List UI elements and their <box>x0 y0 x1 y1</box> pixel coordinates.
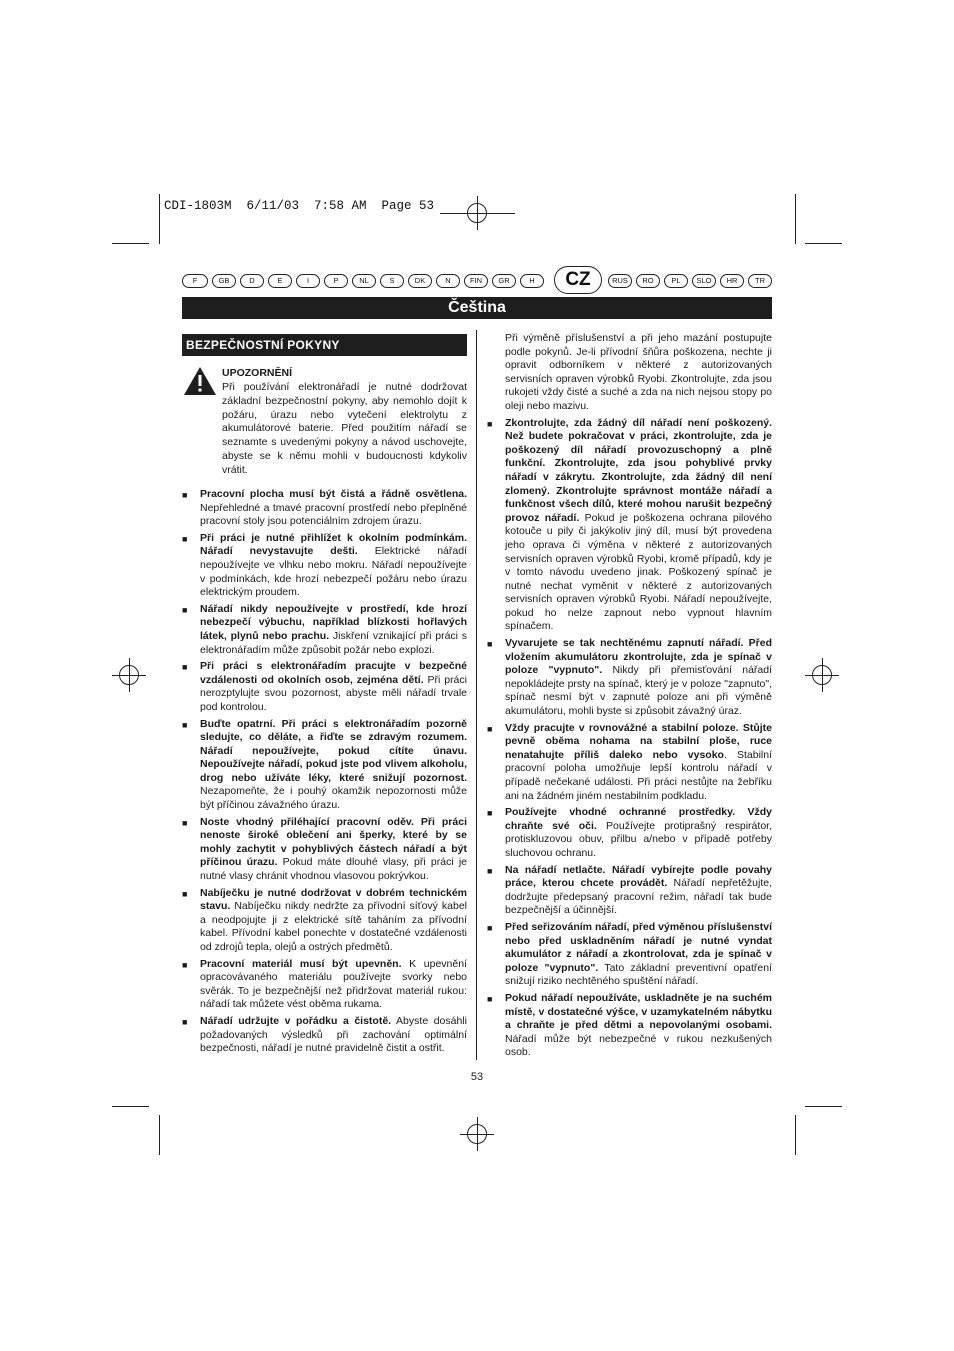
language-gr[interactable]: GR <box>492 274 516 288</box>
list-item <box>182 603 467 657</box>
list-item <box>487 992 772 1060</box>
crop-mark <box>795 1115 796 1155</box>
crop-mark <box>805 243 842 244</box>
bullet-icon: ■ <box>487 865 493 876</box>
bullet-icon: ■ <box>182 817 188 828</box>
language-i[interactable]: I <box>296 274 320 288</box>
crop-mark <box>159 1115 160 1155</box>
item-heading: Nářadí udržujte v pořádku a čistotě. <box>200 1014 392 1027</box>
language-fin[interactable]: FIN <box>464 274 488 288</box>
bullet-icon: ■ <box>487 723 493 734</box>
item-text: . Stabilní pracovní poloha umožňuje lepší kontrolu nářadí v případě nečekané události. Při práci nestůjte na žebříku ani na žádném jiném nestabilním podkladu. <box>505 748 772 802</box>
warning-text: Při používání elektronářadí je nutné dodržovat základní bezpečnostní pokyny, aby nemohlo dojít k požáru, úrazu nebo vytečení elektrolytu z akumulátorové baterie. Před použitím nářadí se seznamte s uvedenými pokyny a návod uschovejte, abyste se k němu mohli v budoucnosti kdykoliv vrátit. <box>222 381 467 476</box>
item-heading: Zkontrolujte, zda žádný díl nářadí není poškozený. Než budete pokračovat v práci, zkontrolujte, zda je poškozený díl nářadí provozuschopný a plně funkční. Zkontrolujte, zda jsou pohyblivé prvky nářadí v zákrytu. Zkontrolujte, zda žádný díl není zlomený. Zkontrolujte správnost montáže nářadí a funkčnost všech dílů, které mohou narušit bezpečný provoz nářadí. <box>505 416 772 524</box>
language-s[interactable]: S <box>380 274 404 288</box>
item-heading: Vždy pracujte v rovnovážné a stabilní poloze. Stůjte pevně oběma nohama na stabilní ploše, ruce nenatahujte příliš daleko nebo vysoko <box>505 721 772 761</box>
list-item <box>487 722 772 804</box>
crop-mark <box>112 1106 149 1107</box>
language-dk[interactable]: DK <box>408 274 432 288</box>
bullet-icon: ■ <box>487 639 493 650</box>
crop-mark <box>159 194 160 244</box>
item-text: Nepřehledné a tmavé pracovní prostředí nebo přeplněné pracovní stoly jsou potenciálním zdrojem úrazu. <box>200 501 467 528</box>
language-ro[interactable]: RO <box>636 274 660 288</box>
item-text: Používejte protiprašný respirátor, protiskluzovou obuv, přilbu a/nebo v případě potřeby sluchovou ochranu. <box>505 819 772 859</box>
bullet-icon: ■ <box>182 1016 188 1027</box>
item-text: Nářadí může být nebezpečné v rukou nezkušených osob. <box>505 1032 772 1059</box>
page-number: 53 <box>470 1071 484 1083</box>
item-text: Tato základní preventivní opatření snižují riziko nechtěného spuštění nářadí. <box>505 961 772 988</box>
warning-title: UPOZORNĚNÍ <box>222 367 293 379</box>
language-tr[interactable]: TR <box>748 274 772 288</box>
list-item <box>182 532 467 600</box>
bullet-icon: ■ <box>182 959 188 970</box>
item-heading: Noste vhodný přiléhající pracovní oděv. Při práci nenoste široké oblečení ani šperky, které by se mohly zachytit v pohyblivých částech nářadí a být příčinou úrazu. <box>200 815 467 869</box>
list-item <box>182 718 467 813</box>
item-text: Při práci nerozptylujte svou pozornost, abyste měli nářadí trvale pod kontrolou. <box>200 673 467 713</box>
bullet-icon: ■ <box>487 418 493 429</box>
bullet-icon: ■ <box>182 888 188 899</box>
list-item <box>182 1015 467 1056</box>
item-heading: Nářadí nikdy nepoužívejte v prostředí, kde hrozí nebezpečí výbuchu, například blízkosti hořlavých látek, plynů nebo prachu. <box>200 602 467 642</box>
item-heading: Používejte vhodné ochranné prostředky. Vždy chraňte své oči. <box>505 806 772 832</box>
item-text: Nářadí nepřetěžujte, dodržujte předepsaný pracovní režim, nářadí tak bude bezpečnější a účinnější. <box>505 877 773 917</box>
item-text: Jiskření vznikající při práci s elektronářadím může způsobit požár nebo explozi. <box>200 629 468 656</box>
list-item <box>487 921 772 989</box>
crop-mark <box>805 1106 842 1107</box>
item-text: K upevnění opracovávaného materiálu používejte svorky nebo svěrák. To je bezpečnější než přidržovat materiál rukou: nářadí tak můžete vést oběma rukama. <box>200 957 467 1011</box>
crop-mark <box>795 194 796 244</box>
bullet-icon: ■ <box>487 993 493 1004</box>
registration-mark <box>460 1117 494 1151</box>
language-n[interactable]: N <box>436 274 460 288</box>
list-item <box>487 637 772 719</box>
page-title: Čeština <box>182 297 772 319</box>
item-text: Nikdy při přemisťování nářadí nepokládejte prsty na spínač, který je v poloze "zapnuto", spínač nesmí být v zapnuté poloze ani při výměně akumulátoru, mohli byste si způsobit závažný úraz. <box>505 664 772 718</box>
language-h[interactable]: H <box>520 274 544 288</box>
item-text: Pokud je poškozena ochrana pilového kotouče u pily či jakýkoliv jiný díl, musí být provedena jeho oprava či výměna v některé z autorizovaných servisních opraven výrobků Ryobi, kromě případů, kdy je v tomto návodu uvedeno jinak. Poškozený spínač je nutné nechat vyměnit v některé z autorizovaných servisních opraven výrobků Ryobi. Nářadí nepoužívejte, pokud ho nelze zapnout nebo vypnout hlavním spínačem. <box>505 511 772 633</box>
bullet-icon: ■ <box>182 604 188 615</box>
list-item <box>182 958 467 1012</box>
list-item <box>182 816 467 884</box>
registration-mark <box>112 658 146 692</box>
item-text: Nabíječku nikdy nedržte za přívodní síťový kabel a neodpojujte ji z elektrické sítě taháním za přívodní kabel. Přívodní kabel ponechte v dostatečné vzdálenosti od zdrojů tepla, olejů a ostrých předmětů. <box>200 900 467 953</box>
right-column <box>487 332 772 1063</box>
language-f[interactable]: F <box>182 274 208 288</box>
registration-line <box>440 213 515 214</box>
language-slo[interactable]: SLO <box>692 274 716 288</box>
language-hr[interactable]: HR <box>720 274 744 288</box>
item-heading: Při práci je nutné přihlížet k okolním podmínkám. Nářadí nevystavujte dešti. <box>200 531 467 558</box>
bullet-icon: ■ <box>487 808 493 819</box>
language-e[interactable]: E <box>268 274 292 288</box>
item-heading: Pokud nářadí nepoužíváte, uskladněte je na suchém místě, v dostatečné výšce, v uzamykatelném nábytku a chraňte je před dětmi a nepovolanými osobami. <box>505 991 772 1032</box>
item-text: Nezapomeňte, že i pouhý okamžik nepozornosti může být příčinou závažného úrazu. <box>200 785 467 812</box>
list-item <box>182 887 467 955</box>
bullet-icon: ■ <box>182 662 188 673</box>
item-heading: Před seřizováním nářadí, před výměnou příslušenství nebo před uskladněním nářadí je nutné vyndat akumulátor z nářadí a zkontrolovat, zda je spínač v poloze "vypnuto". <box>505 920 772 974</box>
item-heading: Buďte opatrní. Při práci s elektronářadím pozorně sledujte, co děláte, a řiďte se zdravým rozumem. Nářadí nepoužívejte, pokud cítíte únavu. Nepoužívejte nářadí, pokud jste pod vlivem alkoholu, drog nebo užíváte léky, které snižují pozornost. <box>200 717 467 784</box>
item-text: Pokud máte dlouhé vlasy, při práci je nutné vlasy chránit vhodnou vlasovou pokrývkou. <box>200 856 467 883</box>
column-divider <box>476 330 477 1060</box>
language-pl[interactable]: PL <box>664 274 688 288</box>
list-item <box>182 660 467 714</box>
bullet-icon: ■ <box>182 719 188 730</box>
continued-paragraph: Při výměně příslušenství a při jeho mazání postupujte podle pokynů. Je-li přívodní šňůra poškozena, nechte ji opravit odborníkem v některé z autorizovaných servisních opraven výrobků Ryobi. Zkontrolujte, zda jsou rukojeti vždy čisté a suché a zda na nich nejsou stopy po oleji nebo mazivu. <box>505 332 772 412</box>
language-selector <box>182 266 772 294</box>
item-text: Elektrické nářadí nepoužívejte ve vlhku nebo mokru. Nářadí nepoužívejte v podmínkách, kde hrozí nebezpečí požáru nebo úrazu elektrickým proudem. <box>200 545 467 599</box>
list-item <box>487 864 772 918</box>
language-d[interactable]: D <box>240 274 264 288</box>
list-item <box>487 417 772 635</box>
item-heading: Vyvarujete se tak nechtěnému zapnutí nářadí. Před vložením akumulátoru zkontrolujte, zda je spínač v poloze "vypnuto". <box>505 637 772 677</box>
language-p[interactable]: P <box>324 274 348 288</box>
bullet-icon: ■ <box>182 490 188 500</box>
left-column <box>182 488 467 1059</box>
item-text: Abyste dosáhli požadovaných výsledků při zachování optimální bezpečnosti, nářadí je nutné pravidelně čistit a ostřit. <box>200 1014 467 1055</box>
language-rus[interactable]: RUS <box>608 274 632 288</box>
language-cz-current[interactable]: CZ <box>554 266 602 294</box>
bullet-icon: ■ <box>182 533 188 544</box>
item-heading: Nabíječku je nutné dodržovat v dobrém technickém stavu. <box>200 886 467 913</box>
language-gb[interactable]: GB <box>212 274 236 288</box>
print-slug: CDI-1803M 6/11/03 7:58 AM Page 53 <box>164 199 435 213</box>
warning-triangle-icon <box>183 366 217 396</box>
registration-mark <box>805 658 839 692</box>
item-heading: Pracovní materiál musí být upevněn. <box>200 957 402 970</box>
list-item <box>487 806 772 860</box>
language-nl[interactable]: NL <box>352 274 376 288</box>
item-heading: Při práci s elektronářadím pracujte v bezpečné vzdálenosti od okolních osob, zejména dětí. <box>200 660 467 686</box>
item-heading: Pracovní plocha musí být čistá a řádně osvětlena. <box>200 488 467 500</box>
bullet-icon: ■ <box>487 922 493 933</box>
crop-mark <box>112 243 149 244</box>
list-item <box>182 488 467 529</box>
item-heading: Na nářadí netlačte. Nářadí vybírejte podle povahy práce, kterou chcete provádět. <box>505 863 772 890</box>
section-title: BEZPEČNOSTNÍ POKYNY <box>182 334 467 356</box>
